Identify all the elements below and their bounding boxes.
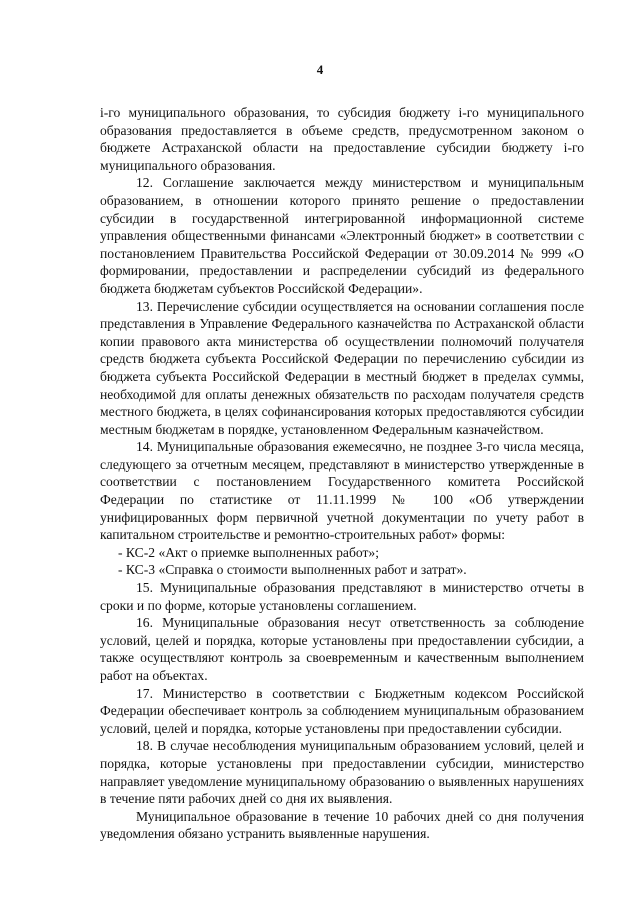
page-number: 4 bbox=[316, 62, 324, 77]
list-item-ks2: - КС-2 «Акт о приемке выполненных работ»; bbox=[118, 544, 379, 560]
paragraph-15: 15. Муниципальные образования представляют в министерство отчеты в сроки и по форме, которые установлены соглашением. bbox=[100, 580, 584, 613]
paragraph-16: 16. Муниципальные образования несут ответственность за соблюдение условий, целей и порядка, которые установлены при предоставлении субсидии, а также осуществляют контроль за своевременным и качественным выполнением работ на объектах. bbox=[100, 615, 584, 683]
document-body bbox=[100, 104, 584, 843]
list-item-ks3: - КС-3 «Справка о стоимости выполненных работ и затрат». bbox=[118, 562, 467, 578]
paragraph-12: 12. Соглашение заключается между министерством и муниципальным образованием, в отношении которого принято решение о предоставлении субсидии в государственной интегрированной информационной системе управления общественными финансами «Электронный бюджет» в соответствии с постановлением Правительства Российской Федерации от 30.09.2014 № 999 «О формировании, предоставлении и распределении субсидий из федерального бюджета бюджетам субъектов Российской Федерации». bbox=[100, 175, 584, 296]
paragraph-17: 17. Министерство в соответствии с Бюджетным кодексом Российской Федерации обеспечивает контроль за соблюдением муниципальным образованием условий, целей и порядка, которые установлены при предоставлении субсидии. bbox=[100, 685, 584, 736]
paragraph-13: 13. Перечисление субсидии осуществляется на основании соглашения после представления в Управление Федерального казначейства по Астраханской области копии правового акта министерства об осуществлении полномочий получателя средств бюджета субъекта Российской Федерации по перечислению субсидии из бюджета субъекта Российской Федерации в местный бюджет в пределах суммы, необходимой для оплаты денежных обязательств по расходам получателя средств местного бюджета, в целях софинансирования которых предоставляются субсидии местным бюджетам в порядке, установленном Федеральным казначейством. bbox=[100, 298, 584, 437]
paragraph-continuation: i-го муниципального образования, то субсидия бюджету i-го муниципального образования предоставляется в объеме средств, предусмотренном законом о бюджете Астраханской области на предоставление субсидии бюджету i-го муниципального образования. bbox=[100, 105, 584, 173]
paragraph-18-continuation: Муниципальное образование в течение 10 рабочих дней со дня получения уведомления обязано устранить выявленные нарушения. bbox=[100, 808, 584, 842]
paragraph-14: 14. Муниципальные образования ежемесячно, не позднее 3-го числа месяца, следующего за отчетным месяцем, представляют в министерство утвержденные в соответствии с постановлением Государственного комитета Российской Федерации по статистике от 11.11.1999 № 100 «Об утверждении унифицированных форм первичной учетной документации по учету работ в капитальном строительстве и ремонтно-строительных работ» формы: bbox=[100, 439, 584, 543]
paragraph-18: 18. В случае несоблюдения муниципальным образованием условий, целей и порядка, которые установлены при предоставлении субсидии, министерство направляет уведомление муниципальному образованию о выявленных нарушениях в течение пяти рабочих дней со дня их выявления. bbox=[100, 738, 585, 807]
